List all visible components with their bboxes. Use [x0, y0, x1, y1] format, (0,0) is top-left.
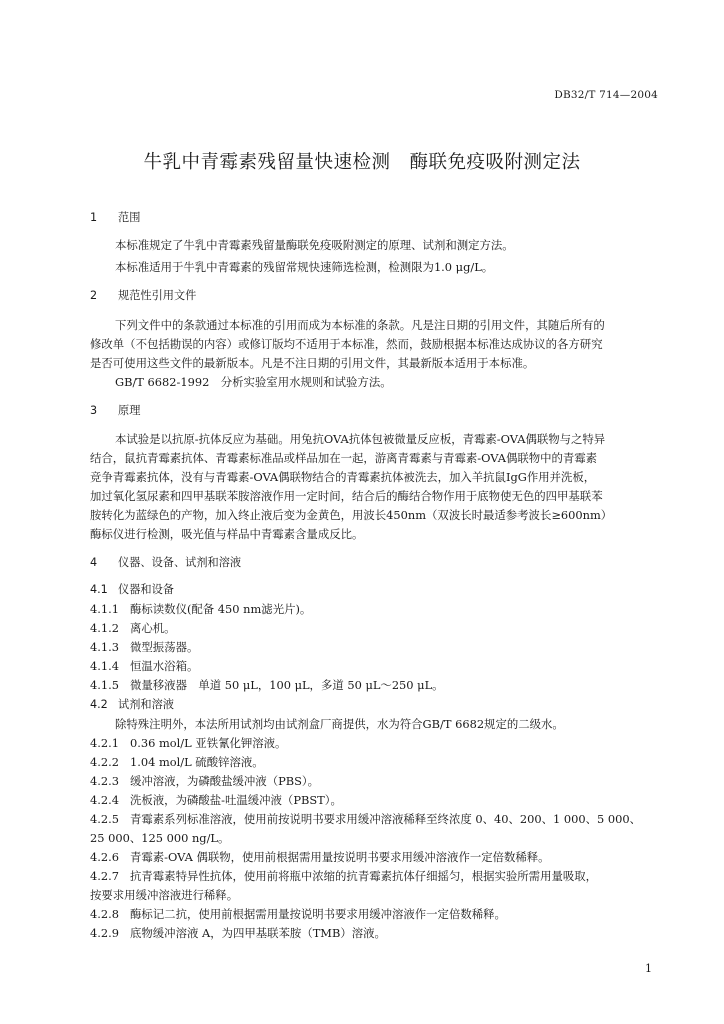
clause-text: 0.36 mol/L 亚铁氰化钾溶液。 [130, 736, 287, 750]
clause-text: 恒温水浴箱。 [130, 659, 199, 673]
clause-number: 4.2.1 [90, 736, 119, 750]
clause-item [90, 621, 176, 635]
section-1-number: 1 [90, 211, 98, 224]
paragraph-line: 酶标仪进行检测，吸光值与样品中青霉素含量成反比。 [90, 527, 364, 541]
subsection-title: 试剂和溶液 [118, 698, 174, 711]
standard-code: DB32/T 714—2004 [554, 89, 658, 101]
paragraph: 本标准规定了牛乳中青霉素残留量酶联免疫吸附测定的原理、试剂和测定方法。 [115, 238, 514, 252]
clause-item [90, 678, 444, 692]
clause-number: 4.1.1 [90, 602, 119, 616]
subsection-number: 4.1 [90, 583, 108, 596]
reference-item: GB/T 6682-1992 分析实验室用水规则和试验方法。 [115, 375, 392, 389]
subsection-4-1-heading [90, 583, 174, 597]
paragraph-line: 竞争青霉素抗体，没有与青霉素-OVA偶联物结合的青霉素抗体被洗去，加入羊抗鼠IgG作用并洗板， [90, 470, 596, 484]
clause-item [90, 793, 342, 807]
paragraph-line: 结合，鼠抗青霉素抗体、青霉素标准品或样品加在一起，游离青霉素与青霉素-OVA偶联物中的青霉素 [90, 451, 598, 465]
document-title: 牛乳中青霉素残留量快速检测 酶联免疫吸附测定法 [143, 152, 581, 173]
clause-text: 青霉素系列标准溶液，使用前按说明书要求用缓冲溶液稀释至终浓度 0、40、200、1 000、5 000、 [130, 812, 641, 826]
paragraph-line: 是否可使用这些文件的最新版本。凡是不注日期的引用文件，其最新版本适用于本标准。 [90, 356, 535, 370]
section-4-title: 仪器、设备、试剂和溶液 [118, 556, 242, 569]
clause-continuation: 25 000、125 000 ng/L。 [90, 831, 230, 845]
clause-item [90, 774, 319, 788]
section-1-heading [90, 211, 140, 225]
clause-number: 4.2.6 [90, 850, 119, 864]
clause-number: 4.2.8 [90, 907, 119, 921]
clause-number: 4.2.9 [90, 926, 119, 940]
section-2-title: 规范性引用文件 [118, 289, 197, 302]
paragraph: 本标准适用于牛乳中青霉素的残留常规快速筛选检测，检测限为1.0 μg/L。 [115, 260, 494, 274]
clause-item [90, 926, 386, 940]
clause-item [90, 907, 506, 921]
section-3-number: 3 [90, 404, 98, 417]
clause-text: 微量移液器 单道 50 μL，100 μL，多道 50 μL～250 μL。 [130, 678, 444, 692]
clause-number: 4.1.3 [90, 640, 119, 654]
clause-item [90, 869, 597, 883]
clause-number: 4.2.5 [90, 812, 119, 826]
clause-text: 酶标记二抗，使用前根据需用量按说明书要求用缓冲溶液作一定倍数稀释。 [130, 907, 506, 921]
clause-number: 4.2.4 [90, 793, 119, 807]
clause-item [90, 602, 311, 616]
section-4-heading [90, 556, 241, 570]
paragraph-line: 胺转化为蓝绿色的产物，加入终止液后变为金黄色，用波长450nm（双波长时最适参考波长≥600nm） [90, 508, 613, 522]
clause-item [90, 755, 264, 769]
paragraph-line: 修改单（不包括勘误的内容）或修订版均不适用于本标准，然而，鼓励根据本标准达成协议的各方研究 [90, 337, 603, 351]
page-number: 1 [645, 962, 652, 975]
clause-item [90, 659, 198, 673]
clause-item [90, 736, 286, 750]
clause-text: 青霉素-OVA 偶联物，使用前根据需用量按说明书要求用缓冲溶液作一定倍数稀释。 [130, 850, 550, 864]
clause-text: 缓冲溶液，为磷酸盐缓冲液（PBS）。 [130, 774, 319, 788]
clause-item [90, 640, 198, 654]
section-4-number: 4 [90, 556, 98, 569]
section-1-title: 范围 [118, 211, 141, 224]
clause-number: 4.1.5 [90, 678, 119, 692]
clause-item [90, 812, 641, 826]
section-3-title: 原理 [118, 404, 141, 417]
subsection-4-2-heading [90, 698, 174, 712]
paragraph-line: 本试验是以抗原-抗体反应为基础。用兔抗OVA抗体包被微量反应板，青霉素-OVA偶联物与之特异 [115, 432, 606, 446]
clause-text: 底物缓冲溶液 A，为四甲基联苯胺（TMB）溶液。 [130, 926, 386, 940]
clause-text: 抗青霉素特异性抗体，使用前将瓶中浓缩的抗青霉素抗体仔细摇匀，根据实验所需用量吸取， [130, 869, 598, 883]
paragraph-line: 加过氧化氢尿素和四甲基联苯胺溶液作用一定时间，结合后的酶结合物作用于底物使无色的四甲基联苯 [90, 489, 603, 503]
clause-number: 4.1.2 [90, 621, 119, 635]
section-3-heading [90, 404, 140, 418]
subsection-title: 仪器和设备 [118, 583, 174, 596]
clause-number: 4.2.3 [90, 774, 119, 788]
paragraph-line: 下列文件中的条款通过本标准的引用而成为本标准的条款。凡是注日期的引用文件，其随后所有的 [115, 318, 605, 332]
paragraph: 除特殊注明外，本法所用试剂均由试剂盒厂商提供，水为符合GB/T 6682规定的二级水。 [115, 717, 564, 731]
clause-text: 洗板液，为磷酸盐-吐温缓冲液（PBST）。 [130, 793, 342, 807]
clause-text: 酶标读数仪(配备 450 nm滤光片)。 [130, 602, 312, 616]
subsection-number: 4.2 [90, 698, 108, 711]
clause-number: 4.2.2 [90, 755, 119, 769]
clause-text: 离心机。 [130, 621, 176, 635]
clause-text: 1.04 mol/L 硫酸锌溶液。 [130, 755, 264, 769]
clause-number: 4.2.7 [90, 869, 119, 883]
clause-continuation: 按要求用缓冲溶液进行稀释。 [90, 888, 239, 902]
clause-item [90, 850, 550, 864]
section-2-heading [90, 289, 196, 303]
clause-number: 4.1.4 [90, 659, 119, 673]
section-2-number: 2 [90, 289, 98, 302]
clause-text: 微型振荡器。 [130, 640, 199, 654]
